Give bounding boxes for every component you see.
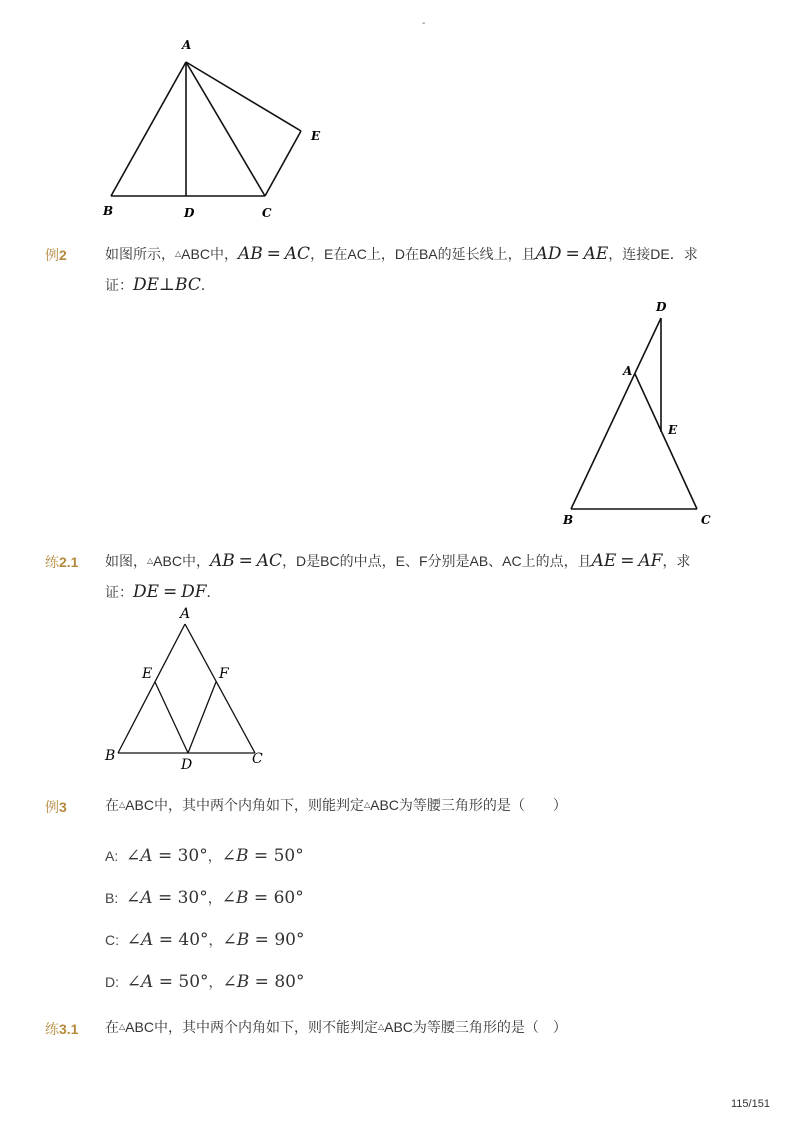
fig1-line-ac [186,62,265,196]
top-mark: - [422,18,426,29]
fig1-line-ab [111,62,186,196]
fig1-line-ae [186,62,301,131]
example-3-question: 在△ABC中，其中两个内角如下，则能判定△ABC为等腰三角形的是（ ） [105,797,567,813]
practice-2-1-line-2: 证：DE = DF． [105,582,221,602]
fig1-label-b: B [103,204,114,218]
fig1-label-a: A [182,38,192,52]
practice-2-1-line-1: 如图，△ABC中，AB = AC，D是BC的中点，E、F分别是AB、AC上的点，且AE = AF，求 [105,551,691,571]
fig3-label-f: F [219,666,229,682]
option-a[interactable]: A: ∠A = 30°，∠B = 50° [105,846,304,866]
example-2-line-2: 证：DE⊥BC． [105,275,215,295]
fig2-line-db [571,318,661,509]
fig1-label-e: E [311,129,321,143]
fig3-line-ab [118,624,185,753]
fig2-label-b: B [563,513,574,527]
practice-2-1-tag: 练2.1 [45,554,79,570]
fig3-line-ed [155,682,188,753]
example-2-tag: 例2 [45,247,67,263]
figure-1 [95,30,335,230]
page-number: 115/151 [731,1098,770,1110]
fig3-label-c: C [252,751,263,767]
fig3-label-e: E [142,666,153,682]
fig2-line-ac [635,374,697,509]
option-c[interactable]: C: ∠A = 40°，∠B = 90° [105,930,305,950]
practice-3-1-question: 在△ABC中，其中两个内角如下，则不能判定△ABC为等腰三角形的是（ ） [105,1019,567,1035]
fig1-line-ec [265,131,301,196]
fig3-label-b: B [105,748,116,764]
fig2-label-e: E [668,423,678,437]
fig3-label-a: A [180,606,191,622]
fig1-label-c: C [262,206,272,220]
fig1-label-d: D [184,206,195,220]
option-b[interactable]: B: ∠A = 30°，∠B = 60° [105,888,304,908]
fig3-line-df [188,682,216,753]
example-3-tag: 例3 [45,799,67,815]
figure-2 [555,296,725,536]
fig2-label-c: C [701,513,711,527]
practice-3-1-tag: 练3.1 [45,1021,79,1037]
option-d[interactable]: D: ∠A = 50°，∠B = 80° [105,972,305,992]
example-2-line-1: 如图所示，△ABC中，AB = AC，E在AC上，D在BA的延长线上，且AD = AE，连接DE．求 [105,244,698,264]
fig3-label-d: D [181,757,193,773]
fig2-label-d: D [656,300,667,314]
fig2-label-a: A [623,364,633,378]
figure-3 [100,603,270,773]
